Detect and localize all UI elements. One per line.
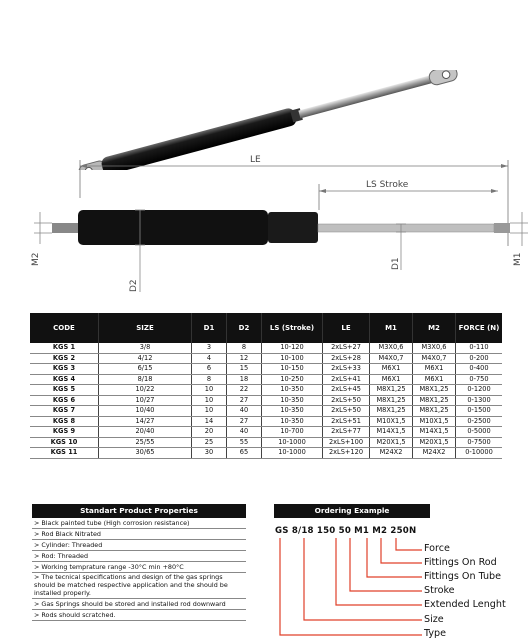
table-cell: M10X1,5 [413,416,456,427]
table-cell: 2xLS+50 [323,395,370,406]
ordering-code: GS 8/18 150 50 M1 M2 250N [275,526,417,536]
property-item: > Rod: Threaded [32,551,246,562]
table-cell: 0-2500 [456,416,503,427]
ordering-legend-lines [270,536,430,640]
table-cell: M4X0,7 [413,353,456,364]
table-cell: 10-100 [262,353,323,364]
dimension-drawing [0,150,531,310]
table-cell: 10 [192,395,227,406]
legend-extended-length: Extended Lenght [424,599,506,610]
table-cell: 10/40 [99,406,192,417]
table-cell: KGS 2 [30,353,99,364]
table-row [30,343,502,353]
table-cell: 0-110 [456,343,503,353]
table-cell: M8X1,25 [370,395,413,406]
table-cell: M20X1,5 [370,437,413,448]
table-cell: 10 [192,385,227,396]
table-cell: KGS 6 [30,395,99,406]
property-item: > Cylinder: Threaded [32,540,246,551]
table-row [30,448,502,459]
table-cell: 2xLS+41 [323,374,370,385]
table-cell: M14X1,5 [413,427,456,438]
table-cell: M8X1,25 [413,395,456,406]
table-cell: 20/40 [99,427,192,438]
spec-table-body [30,343,502,458]
d2-label: D2 [129,279,139,292]
table-row [30,416,502,427]
table-cell: KGS 4 [30,374,99,385]
table-cell: M4X0,7 [370,353,413,364]
table-cell: M10X1,5 [370,416,413,427]
table-cell: KGS 9 [30,427,99,438]
table-cell: 2xLS+50 [323,406,370,417]
table-cell: 10 [192,406,227,417]
table-cell: 10-150 [262,364,323,375]
property-item: > Working temprature range -30°C min +80°C [32,562,246,573]
table-cell: 10-350 [262,395,323,406]
table-cell: 3 [192,343,227,353]
property-item: > Black painted tube (High corrosion resistance) [32,518,246,529]
table-cell: 2xLS+28 [323,353,370,364]
col-size: SIZE [99,313,192,343]
table-cell: 25/55 [99,437,192,448]
table-cell: 65 [227,448,262,459]
table-cell: M8X1,25 [413,385,456,396]
table-cell: M3X0,6 [370,343,413,353]
table-cell: 0-10000 [456,448,503,459]
table-row [30,427,502,438]
table-cell: 10-350 [262,416,323,427]
legend-force: Force [424,543,450,554]
properties-panel [32,504,246,621]
table-cell: KGS 10 [30,437,99,448]
table-cell: 0-400 [456,364,503,375]
table-cell: KGS 1 [30,343,99,353]
table-cell: M24X2 [413,448,456,459]
legend-fittings-tube: Fittings On Tube [424,571,502,582]
table-cell: KGS 5 [30,385,99,396]
table-cell: 2xLS+45 [323,385,370,396]
table-cell: 2xLS+77 [323,427,370,438]
table-cell: M8X1,25 [370,385,413,396]
table-cell: 14 [192,416,227,427]
col-ls: LS (Stroke) [262,313,323,343]
table-cell: M6X1 [413,374,456,385]
m2-label: M2 [31,252,41,266]
table-cell: 27 [227,416,262,427]
table-cell: 40 [227,406,262,417]
table-row [30,353,502,364]
col-d2: D2 [227,313,262,343]
table-cell: 12 [227,353,262,364]
table-cell: 3/8 [99,343,192,353]
table-cell: M6X1 [370,364,413,375]
legend-fittings-rod: Fittings On Rod [424,557,497,568]
table-cell: 0-1500 [456,406,503,417]
table-row [30,406,502,417]
table-cell: M14X1,5 [370,427,413,438]
table-cell: 10/22 [99,385,192,396]
table-cell: 10-350 [262,385,323,396]
table-cell: 20 [192,427,227,438]
spec-table-header [30,313,502,343]
table-cell: 18 [227,374,262,385]
col-force: FORCE (N) [456,313,503,343]
table-cell: 22 [227,385,262,396]
table-cell: 8 [227,343,262,353]
table-cell: M6X1 [370,374,413,385]
table-cell: M6X1 [413,364,456,375]
table-cell: 55 [227,437,262,448]
table-cell: KGS 3 [30,364,99,375]
legend-stroke: Stroke [424,585,455,596]
table-cell: 2xLS+27 [323,343,370,353]
col-le: LE [323,313,370,343]
table-cell: 10-1000 [262,437,323,448]
table-row [30,395,502,406]
table-cell: 0-750 [456,374,503,385]
table-cell: 30/65 [99,448,192,459]
table-cell: 2xLS+33 [323,364,370,375]
table-cell: 0-5000 [456,427,503,438]
table-cell: 27 [227,395,262,406]
property-item: > Rods should scratched. [32,610,246,621]
table-cell: 2xLS+100 [323,437,370,448]
table-cell: KGS 11 [30,448,99,459]
table-cell: 8 [192,374,227,385]
table-cell: M8X1,25 [370,406,413,417]
table-cell: 10-700 [262,427,323,438]
table-cell: 14/27 [99,416,192,427]
property-item: > Gas Springs should be stored and installed rod downward [32,599,246,610]
table-cell: 10-350 [262,406,323,417]
table-cell: KGS 7 [30,406,99,417]
col-d1: D1 [192,313,227,343]
table-cell: 0-1200 [456,385,503,396]
ordering-title: Ordering Example [274,504,430,518]
table-cell: 8/18 [99,374,192,385]
table-cell: 4/12 [99,353,192,364]
table-cell: M24X2 [370,448,413,459]
table-cell: 10-1000 [262,448,323,459]
table-cell: 6 [192,364,227,375]
table-cell: 10-120 [262,343,323,353]
table-cell: M20X1,5 [413,437,456,448]
ls-stroke-label: LS Stroke [366,180,409,190]
d1-label: D1 [391,257,401,270]
table-cell: 15 [227,364,262,375]
spec-table [30,313,502,459]
col-code: CODE [30,313,99,343]
table-cell: 4 [192,353,227,364]
m1-label: M1 [513,252,523,266]
col-m1: M1 [370,313,413,343]
table-cell: KGS 8 [30,416,99,427]
table-cell: 10/27 [99,395,192,406]
table-cell: M8X1,25 [413,406,456,417]
table-cell: 40 [227,427,262,438]
table-cell: 0-200 [456,353,503,364]
table-cell: 0-1300 [456,395,503,406]
table-cell: 2xLS+51 [323,416,370,427]
table-cell: 6/15 [99,364,192,375]
table-cell: 0-7500 [456,437,503,448]
table-row [30,437,502,448]
legend-type: Type [424,628,447,639]
col-m2: M2 [413,313,456,343]
table-cell: M3X0,6 [413,343,456,353]
property-item: > Rod Black Nitrated [32,529,246,540]
legend-size: Size [424,614,444,625]
property-item: > The tecnical specifications and design of the gas springs should be matched respective application and the should be installed properly. [32,573,246,599]
table-row [30,364,502,375]
properties-title: Standart Product Properties [32,504,246,518]
table-cell: 2xLS+120 [323,448,370,459]
table-row [30,385,502,396]
table-cell: 25 [192,437,227,448]
table-row [30,374,502,385]
le-label: LE [250,155,261,165]
table-cell: 10-250 [262,374,323,385]
table-cell: 30 [192,448,227,459]
